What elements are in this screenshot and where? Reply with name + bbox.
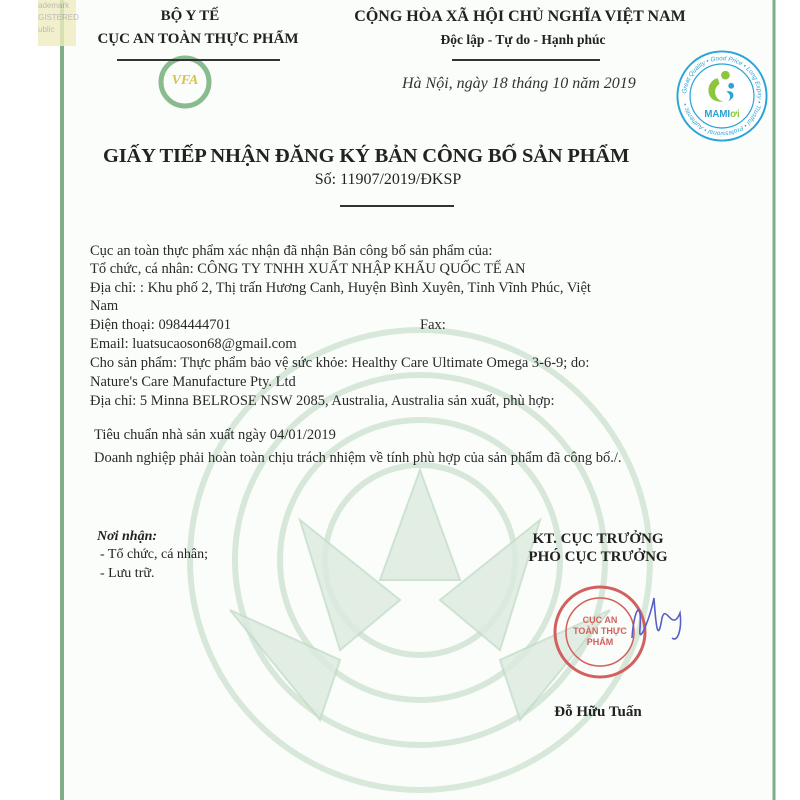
mami-badge (676, 50, 768, 142)
intro-text: Cục an toàn thực phẩm xác nhận đã nhận Bản công bố sản phẩm của: (90, 243, 493, 259)
product: Cho sản phẩm: Thực phẩm bảo vệ sức khỏe: Healthy Care Ultimate Omega 3-6-9; do: (90, 355, 590, 371)
recipient-item: - Tổ chức, cá nhân; (100, 547, 209, 562)
issue-date: Hà Nội, ngày 18 tháng 10 năm 2019 (402, 75, 636, 92)
badge-ring-text: Great Quality • Good Price • Long Expiry • Trustful • Professional • Authentic • (681, 55, 763, 137)
national-motto: Độc lập - Tự do - Hạnh phúc (440, 32, 606, 47)
signer-position: PHÓ CỤC TRƯỞNG (528, 549, 668, 565)
corner-line: ublic (38, 25, 55, 34)
organization-address-cont: Nam (90, 298, 119, 314)
standard: Tiêu chuẩn nhà sản xuất ngày 04/01/2019 (94, 427, 336, 443)
manufacturer-address: Địa chỉ: 5 Minna BELROSE NSW 2085, Australia, Australia sản xuất, phù hợp: (90, 393, 555, 409)
responsibility: Doanh nghiệp phải hoàn toàn chịu trách nhiệm về tính phù hợp của sản phẩm đã công bố./. (94, 450, 622, 466)
manufacturer: Nature's Care Manufacture Pty. Ltd (90, 374, 296, 390)
header-left-underline (117, 59, 280, 61)
badge-brand (704, 109, 739, 120)
header-right-underline (452, 59, 600, 61)
ministry-name: BỘ Y TẾ (160, 8, 220, 24)
phone: Điện thoại: 0984444701 (90, 317, 231, 333)
email: Email: luatsucaoson68@gmail.com (90, 336, 297, 352)
organization-address: Địa chỉ: : Khu phố 2, Thị trấn Hương Canh, Huyện Bình Xuyên, Tỉnh Vĩnh Phúc, Việt (90, 280, 591, 296)
document-title: GIẤY TIẾP NHẬN ĐĂNG KÝ BẢN CÔNG BỐ SẢN PHẨM (103, 145, 630, 167)
vfa-logo-text: VFA (171, 73, 199, 88)
recipients-label: Nơi nhận: (97, 529, 158, 544)
title-underline (340, 205, 454, 207)
recipient-item: - Lưu trữ. (100, 566, 155, 581)
country-name: CỘNG HÒA XÃ HỘI CHỦ NGHĨA VIỆT NAM (354, 8, 686, 25)
signer-title: KT. CỤC TRƯỞNG (532, 531, 664, 547)
organization: Tổ chức, cá nhân: CÔNG TY TNHH XUẤT NHẬP KHẨU QUỐC TẾ AN (90, 261, 526, 277)
fax: Fax: (420, 317, 446, 333)
handwritten-signature (622, 588, 692, 658)
badge-brand-name: MAMI (704, 108, 731, 120)
agency-name: CỤC AN TOÀN THỰC PHẨM (97, 31, 299, 47)
registered-corner-label (38, 0, 79, 46)
corner-line: GISTERED (38, 13, 79, 22)
document-number: Số: 11907/2019/ĐKSP (314, 171, 462, 188)
seal-text: CỤC AN TOÀN THỰC PHẨM (573, 615, 627, 647)
badge-brand-suffix: ơi (730, 108, 740, 120)
signer-name: Đỗ Hữu Tuấn (554, 704, 642, 720)
corner-line: ademark (38, 1, 70, 10)
